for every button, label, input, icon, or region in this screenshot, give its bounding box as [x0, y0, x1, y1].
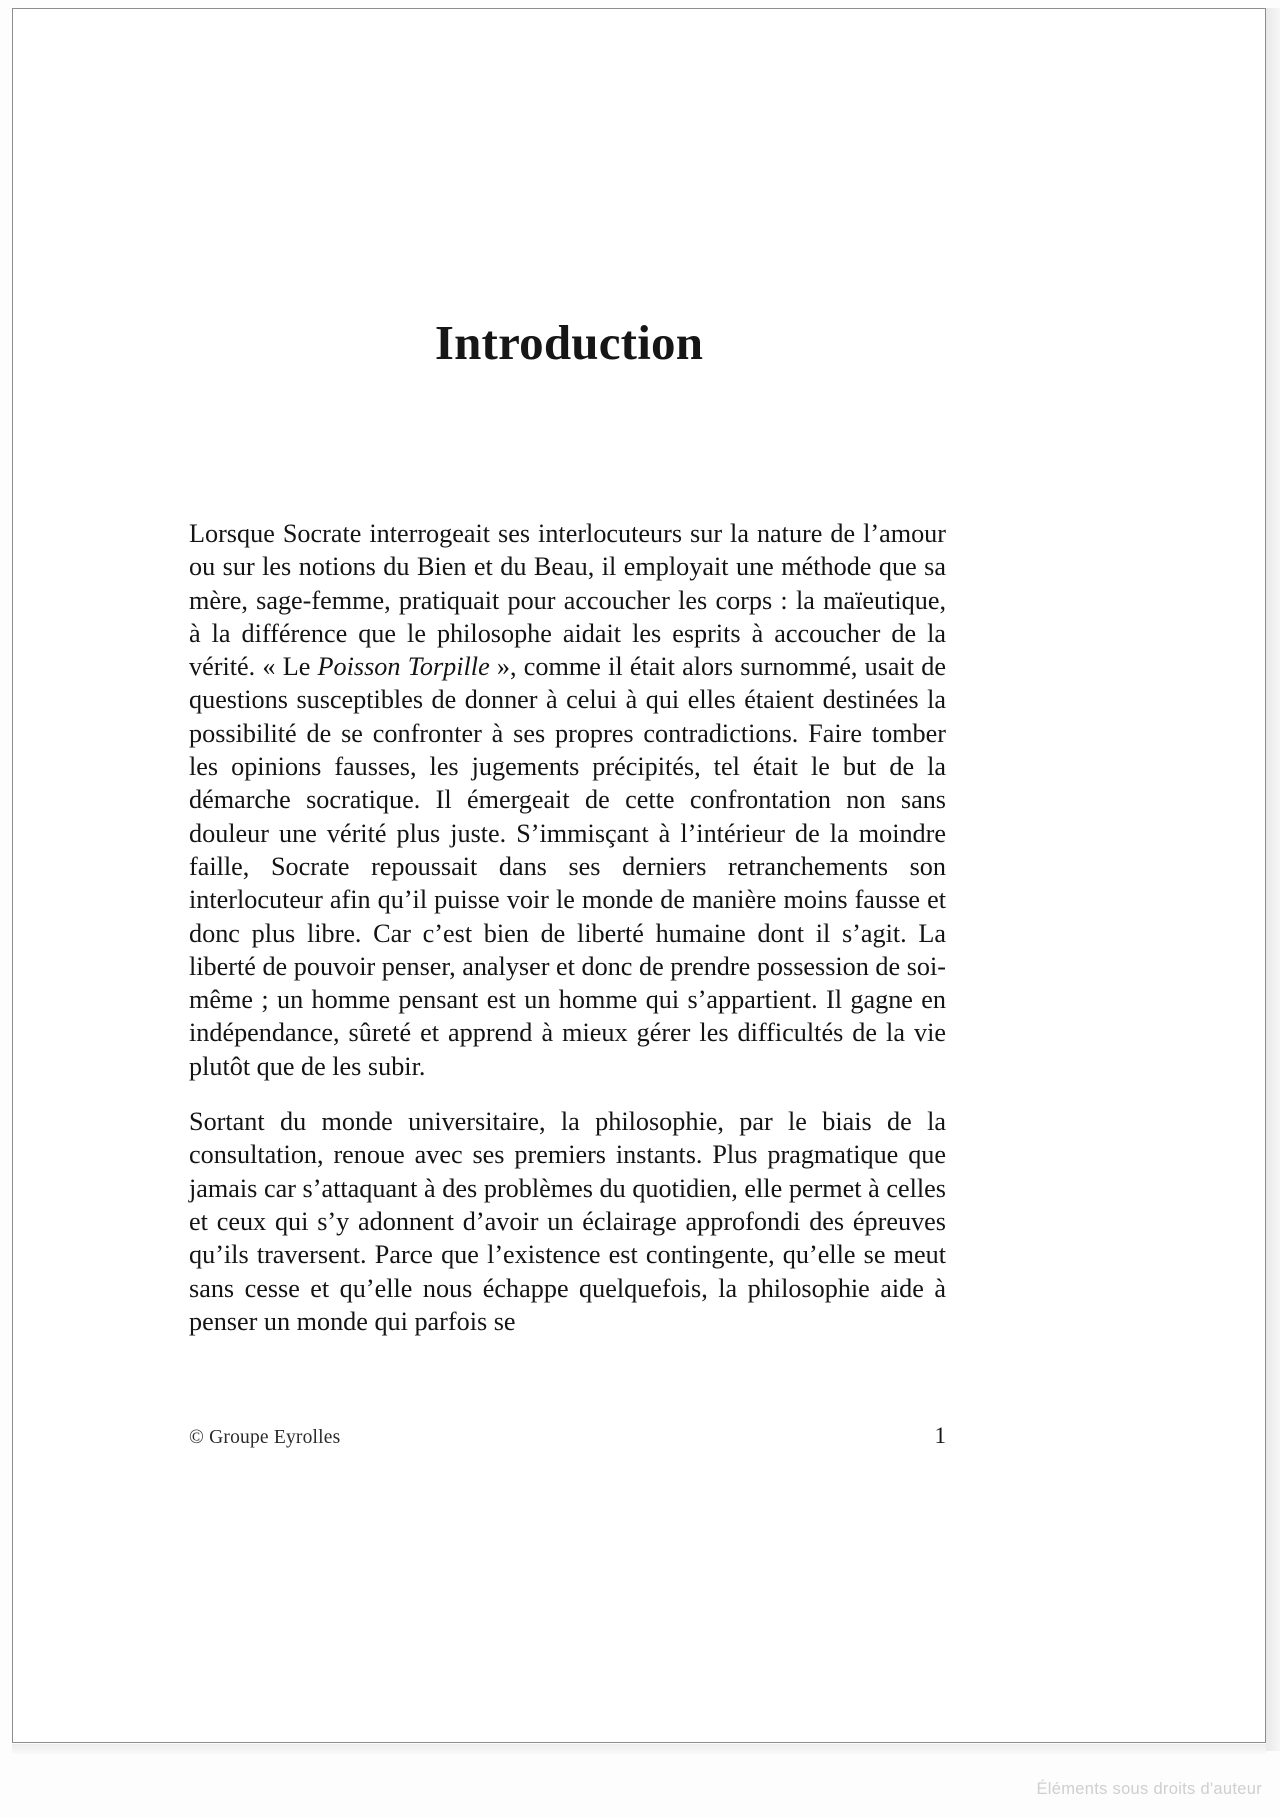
- rights-watermark: Éléments sous droits d'auteur: [1036, 1780, 1262, 1798]
- copyright-notice: © Groupe Eyrolles: [189, 1427, 341, 1448]
- paragraph: [189, 517, 946, 1083]
- page-number: 1: [934, 1423, 946, 1448]
- paragraph: [189, 1105, 946, 1338]
- page-edge-shadow-bottom: [12, 1744, 1266, 1754]
- book-page: [12, 8, 1266, 1743]
- page-edge-shadow-right: [1266, 8, 1280, 1751]
- body-text-block: [189, 517, 946, 1338]
- text-run: », comme il était alors surnommé, usait de questions susceptibles de donner à celui à qui elles étaient destinées la possibilité de se confronter à ses propres contradictions. Faire tomber les opinions fausses, les jugements précipités, tel était le but de la démarche socratique. Il émergeait de cette confrontation non sans douleur une vérité plus juste. S’immisçant à l’intérieur de la moindre faille, Socrate repoussait dans ses derniers retranchements son interlocuteur afin qu’il puisse voir le monde de manière moins fausse et donc plus libre. Car c’est bien de liberté humaine dont il s’agit. La liberté de pouvoir penser, analyser et donc de prendre possession de soi-même ; un homme pensant est un homme qui s’appartient. Il gagne en indépendance, sûreté et apprend à mieux gérer les difficultés de la vie plutôt que de les subir.: [189, 652, 947, 1081]
- page-footer: [189, 1423, 946, 1449]
- italic-run: Poisson Torpille: [317, 652, 490, 682]
- text-run: Sortant du monde universitaire, la philosophie, par le biais de la consultation, renoue avec ses premiers instants. Plus pragmatique que jamais car s’attaquant à des problèmes du quotidien, elle permet à celles et ceux qui s’y adonnent d’avoir un éclairage approfondi des épreuves qu’ils traversent. Parce que l’existence est contingente, qu’elle se meut sans cesse et qu’elle nous échappe quelquefois, la philosophie aide à penser un monde qui parfois se: [189, 1107, 946, 1336]
- text-run: Lorsque Socrate interrogeait ses interlocuteurs sur la nature de l’amour ou sur les notions du Bien et du Beau, il employait une méthode que sa mère, sage-femme, pratiquait pour accoucher les corps : la maïeutique, à la différence que le philosophe aidait les esprits à accoucher de la vérité. « Le: [189, 519, 946, 682]
- page-title: Introduction: [434, 314, 704, 370]
